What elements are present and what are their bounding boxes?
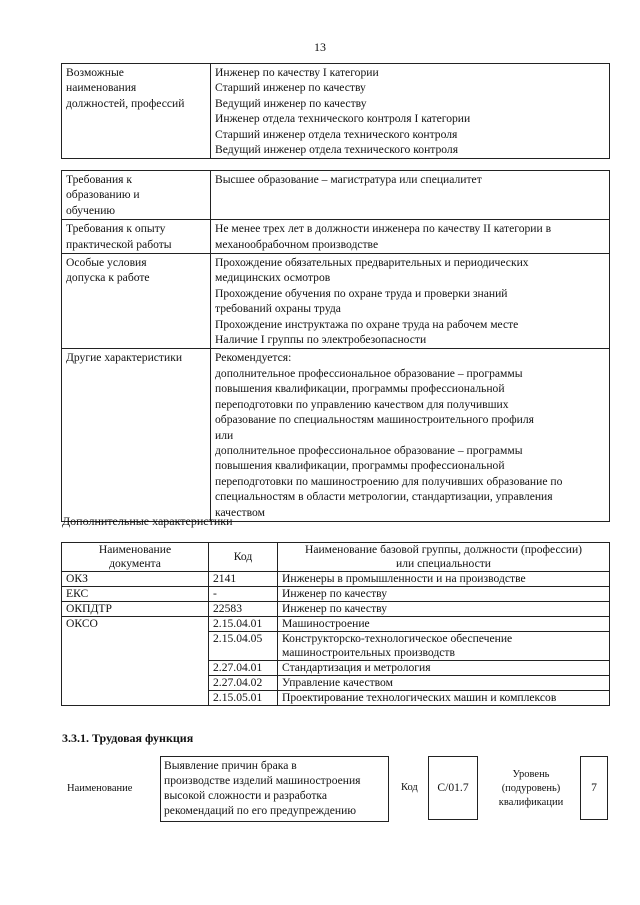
code-label: Код [401,782,418,793]
row-value: Рекомендуется: дополнительное профессиональное образование – программы повышения квалификации, программы профессиональной переподготовки по управлению качеством для получивших образование по специальностям машиностроительного профиля или дополнительное профессиональное образование – программы повышения квалификации, программы профессиональной переподготовки по машиностроению для получивших образование по специальностям в области метрологии, стандартизации, управления качеством [211,349,610,521]
row-value: Не менее трех лет в должности инженера по качеству II категории в механообрабочном производстве [211,220,610,254]
requirements-table [61,170,610,522]
row-value: Высшее образование – магистратура или специалитет [211,171,610,220]
position-item: Ведущий инженер отдела технического контроля [215,143,459,157]
name-cell: Машиностроение [278,617,610,632]
name-cell: Управление качеством [278,676,610,691]
name-cell: Конструкторско-технологическое обеспечение машиностроительных производств [278,632,610,661]
level-label: Уровень (подуровень) квалификации [498,769,564,808]
code-cell: 22583 [209,602,278,617]
code-cell: 2.27.04.01 [209,661,278,676]
positions-values [211,64,610,159]
table-row [62,617,610,632]
function-code-box: C/01.7 [428,756,478,820]
position-item: Старший инженер отдела технического контроля [215,127,458,141]
name-label: Наименование [67,783,133,794]
row-label: Другие характеристики [62,349,211,521]
header-row [62,543,610,572]
header-code: Код [209,543,278,572]
position-item: Ведущий инженер по качеству [215,96,367,110]
table-row [62,602,610,617]
code-cell: - [209,587,278,602]
section-heading: 3.3.1. Трудовая функция [62,731,194,745]
doc-cell: ОКСО [62,617,209,706]
doc-cell: ОКПДТР [62,602,209,617]
name-cell: Стандартизация и метрология [278,661,610,676]
table-row [62,587,610,602]
row-label: Особые условия допуска к работе [62,254,211,349]
positions-table [61,63,610,159]
code-cell: 2141 [209,572,278,587]
position-item: Инженер по качеству I категории [215,66,379,79]
table-row [62,572,610,587]
name-cell: Инженер по качеству [278,587,610,602]
position-item: Старший инженер по качеству [215,81,366,95]
position-item: Инженер отдела технического контроля I категории [215,112,471,126]
name-cell: Проектирование технологических машин и комплексов [278,691,610,706]
code-cell: 2.15.05.01 [209,691,278,706]
code-cell: 2.15.04.05 [209,632,278,661]
additional-table [61,542,610,706]
name-cell: Инженер по качеству [278,602,610,617]
name-cell: Инженеры в промышленности и на производстве [278,572,610,587]
function-name-box: Выявление причин брака в производстве изделий машиностроения высокой сложности и разработка рекомендаций по его предупреждению [160,756,389,822]
positions-label: Возможные наименования должностей, профессий [62,64,211,159]
additional-title: Дополнительные характеристики [62,514,233,528]
table-row [62,349,610,521]
level-box: 7 [580,756,608,820]
table-row [62,254,610,349]
header-doc: Наименование документа [62,543,209,572]
row-label: Требования к опыту практической работы [62,220,211,254]
table-row [62,220,610,254]
code-cell: 2.15.04.01 [209,617,278,632]
row-value: Прохождение обязательных предварительных и периодических медицинских осмотров Прохождение обучения по охране труда и проверки знаний требований охраны труда Прохождение инструктажа по охране труда на рабочем месте Наличие I группы по электробезопасности [211,254,610,349]
row-label: Требования к образованию и обучению [62,171,211,220]
code-cell: 2.27.04.02 [209,676,278,691]
page-number: 13 [314,40,326,54]
header-name: Наименование базовой группы, должности (профессии) или специальности [278,543,610,572]
doc-cell: ЕКС [62,587,209,602]
doc-cell: ОКЗ [62,572,209,587]
table-row [62,171,610,220]
